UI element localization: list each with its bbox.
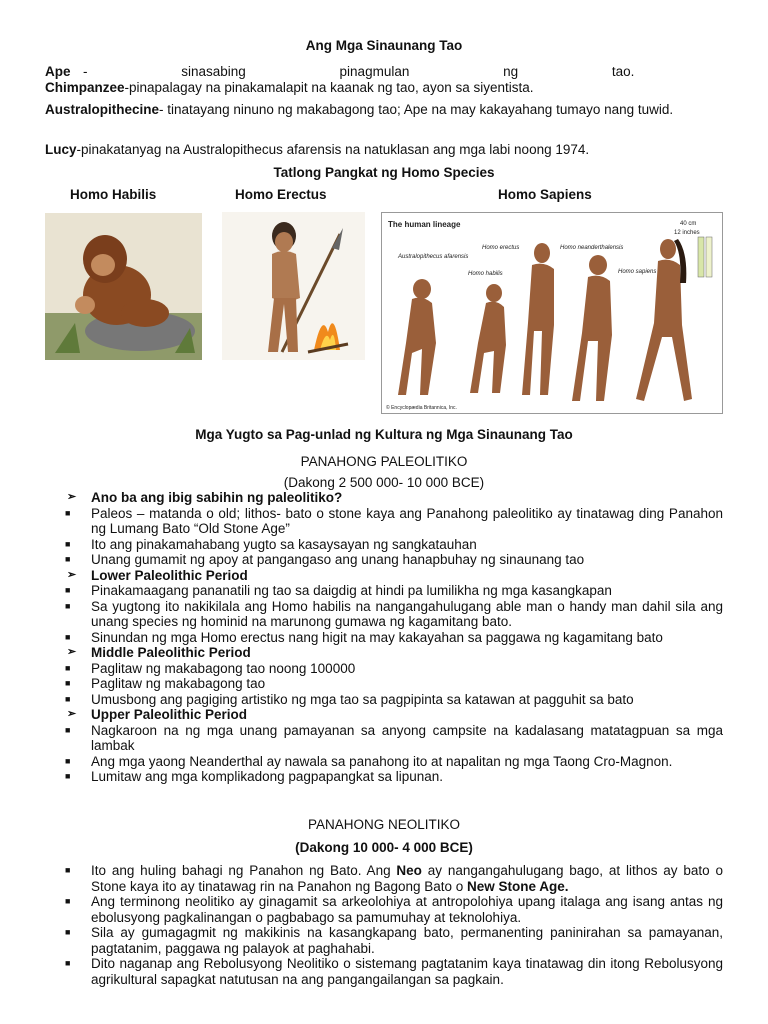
neo-item1-a: Ito ang huling bahagi ng Panahon ng Bato. Ang (91, 863, 397, 878)
lineage-label-sapiens: Homo sapiens (618, 269, 657, 275)
list-item-text: Sinundan ng mga Homo erectus nang higit na may kakayahan sa paggawa ng kagamitang bato (91, 629, 663, 645)
list-item-text: Ang mga yaong Neanderthal ay nawala sa panahong ito at napalitan ng mga Taong Cro-Magnon. (91, 753, 673, 769)
chimp-text: -pinapalagay na pinakamalapit na kaanak ng tao, ayon sa siyentista. (124, 79, 534, 95)
page-title: Ang Mga Sinaunang Tao (305, 38, 463, 53)
paleo-question-text: Ano ba ang ibig sabihin ng paleolitiko? (91, 490, 343, 505)
middle-paleolithic-heading (45, 645, 723, 661)
arrow-bullet-icon: ➢ (67, 491, 77, 503)
arrow-bullet-icon: ➢ (67, 646, 77, 658)
square-bullet-icon: ■ (65, 771, 71, 781)
square-bullet-icon: ■ (65, 755, 71, 766)
definition-lucy (45, 142, 723, 158)
square-bullet-icon: ■ (65, 865, 71, 875)
list-item (45, 754, 723, 770)
label-homo-erectus: Homo Erectus (235, 187, 327, 202)
arrow-bullet-icon: ➢ (67, 708, 77, 720)
list-item (45, 925, 723, 956)
list-item (45, 723, 723, 754)
definition-ape (45, 64, 723, 95)
lower-heading-text: Lower Paleolithic Period (91, 567, 248, 583)
list-item-text: Paglitaw ng makabagong tao (91, 676, 266, 691)
neo-dates: (Dakong 10 000- 4 000 BCE) (295, 840, 473, 855)
paleo-list (45, 490, 723, 785)
paleo-dates: (Dakong 2 500 000- 10 000 BCE) (283, 475, 485, 490)
square-bullet-icon: ■ (65, 662, 71, 673)
lineage-scale-cm: 40 cm (680, 221, 697, 227)
culture-heading: Mga Yugto sa Pag-unlad ng Kultura ng Mga Sinaunang Tao (195, 427, 573, 442)
list-item (45, 769, 723, 785)
middle-heading-text: Middle Paleolithic Period (91, 645, 251, 660)
list-item (45, 661, 723, 677)
list-item-text: Paglitaw ng makabagong tao noong 100000 (91, 660, 356, 676)
list-item (45, 506, 723, 537)
neo-heading: PANAHONG NEOLITIKO (307, 817, 461, 832)
lineage-label-erectus: Homo erectus (482, 245, 520, 251)
lower-paleolithic-heading (45, 568, 723, 584)
arrow-bullet-icon: ➢ (67, 568, 77, 581)
square-bullet-icon: ■ (65, 554, 71, 564)
square-bullet-icon: ■ (65, 538, 71, 549)
square-bullet-icon: ■ (65, 585, 71, 595)
list-item-text: Paleos – matanda o old; lithos- bato o stone kaya ang Panahong paleolitiko ay tinatawag ding Panahon ng Lumang Bato “Old Stone Age” (91, 505, 723, 536)
square-bullet-icon: ■ (65, 678, 71, 688)
list-item (45, 956, 723, 987)
neo-item1-c: ay nangangahulugang bago, at lithos ay bato o Stone kaya ito ay tinatawag rin na Panahon ng Bagong Bato o (91, 863, 723, 894)
list-item-text: Sila ay gumagagmit ng makikinis na kasangkapang bato, permanenting paninirahan sa pamayanan, pagtatanim, paggawa ng palayok at paghahabi. (91, 925, 723, 956)
square-bullet-icon: ■ (65, 958, 71, 968)
list-item-text: Pinakamaagang pananatili ng tao sa daigdig at hindi pa lumilikha ng mga kasangkapan (91, 583, 612, 598)
neo-item1-d: New Stone Age. (467, 878, 569, 894)
austra-term: Australopithecine (45, 102, 160, 117)
list-item (45, 863, 723, 894)
square-bullet-icon: ■ (65, 507, 71, 518)
lucy-text: -pinakatanyag na Australopithecus afarensis na natuklasan ang mga labi noong 1974. (76, 142, 590, 157)
label-homo-habilis: Homo Habilis (70, 187, 157, 202)
homo-habilis-image (45, 213, 202, 360)
list-item-text: Sa yugtong ito nakikilala ang Homo habilis na nangangahulugang able man o handy man dahil sila ang unang species ng hominid na marunong gumawa ng kagamitang bato. (91, 598, 723, 629)
square-bullet-icon: ■ (65, 896, 71, 906)
lineage-scale-in: 12 inches (674, 230, 700, 236)
definition-australopithecine (45, 102, 723, 118)
neo-list (45, 863, 723, 987)
upper-heading-text: Upper Paleolithic Period (91, 707, 248, 722)
paleo-question (45, 490, 723, 506)
label-homo-sapiens: Homo Sapiens (498, 187, 592, 202)
lineage-label-habilis: Homo habilis (468, 271, 503, 277)
lineage-credit: © Encyclopædia Britannica, Inc. (386, 405, 457, 411)
lineage-title: The human lineage (388, 220, 461, 229)
homo-erectus-image (222, 212, 365, 360)
list-item-text: Unang gumamit ng apoy at pangangaso ang unang hanapbuhay ng sinaunang tao (91, 552, 585, 567)
list-item (45, 552, 723, 568)
ape-text-body: - sinasabing pinagmulan ng tao. (83, 64, 635, 79)
list-item-text: Ito ang pinakamahabang yugto sa kasaysayan ng sangkatauhan (91, 536, 477, 552)
upper-paleolithic-heading (45, 707, 723, 723)
ape-term: Ape (45, 64, 71, 79)
square-bullet-icon: ■ (65, 927, 71, 937)
austra-text: - tinatayang ninuno ng makabagong tao; Ape na may kakayahang tumayo nang tuwid. (159, 102, 674, 117)
list-item (45, 692, 723, 708)
ape-text (83, 64, 723, 80)
list-item-text: Dito naganap ang Rebolusyong Neolitiko o sistemang pagtatanim kaya tinatawag din itong Rebolusyong agrikultural sapagkat natutusan na ang pangangailangan sa pagkain. (91, 956, 723, 987)
square-bullet-icon: ■ (65, 600, 71, 611)
list-item (45, 676, 723, 692)
square-bullet-icon: ■ (65, 693, 71, 704)
list-item (45, 894, 723, 925)
list-item-text: Ang terminong neolitiko ay ginagamit sa arkeolohiya at antropolohiya upang italaga ang isang antas ng ebolusyong pagkalinangan o pagbabago sa pamumuhay at teknolohiya. (91, 894, 723, 925)
square-bullet-icon: ■ (65, 631, 71, 642)
list-item-text: Nagkaroon na ng mga unang pamayanan sa anyong campsite na kadalasang matatagpuan sa mga lambak (91, 722, 723, 753)
list-item (45, 599, 723, 630)
lineage-label-afarensis: Australopithecus afarensis (398, 254, 469, 260)
human-lineage-image (381, 212, 723, 414)
neo-item1-b: Neo (396, 863, 422, 878)
lucy-term: Lucy (45, 142, 77, 157)
species-heading: Tatlong Pangkat ng Homo Species (273, 165, 495, 180)
list-item (45, 583, 723, 599)
list-item (45, 537, 723, 553)
lineage-label-neanderthalensis: Homo neanderthalensis (560, 245, 624, 251)
list-item-text: Lumitaw ang mga komplikadong pagpapangkat sa lipunan. (91, 769, 443, 784)
list-item (45, 630, 723, 646)
paleo-heading: PANAHONG PALEOLITIKO (300, 454, 468, 469)
list-item-text: Umusbong ang pagiging artistiko ng mga tao sa pagpipinta sa katawan at pagguhit sa bato (91, 691, 634, 707)
chimp-term: Chimpanzee (45, 79, 125, 95)
square-bullet-icon: ■ (65, 724, 71, 735)
